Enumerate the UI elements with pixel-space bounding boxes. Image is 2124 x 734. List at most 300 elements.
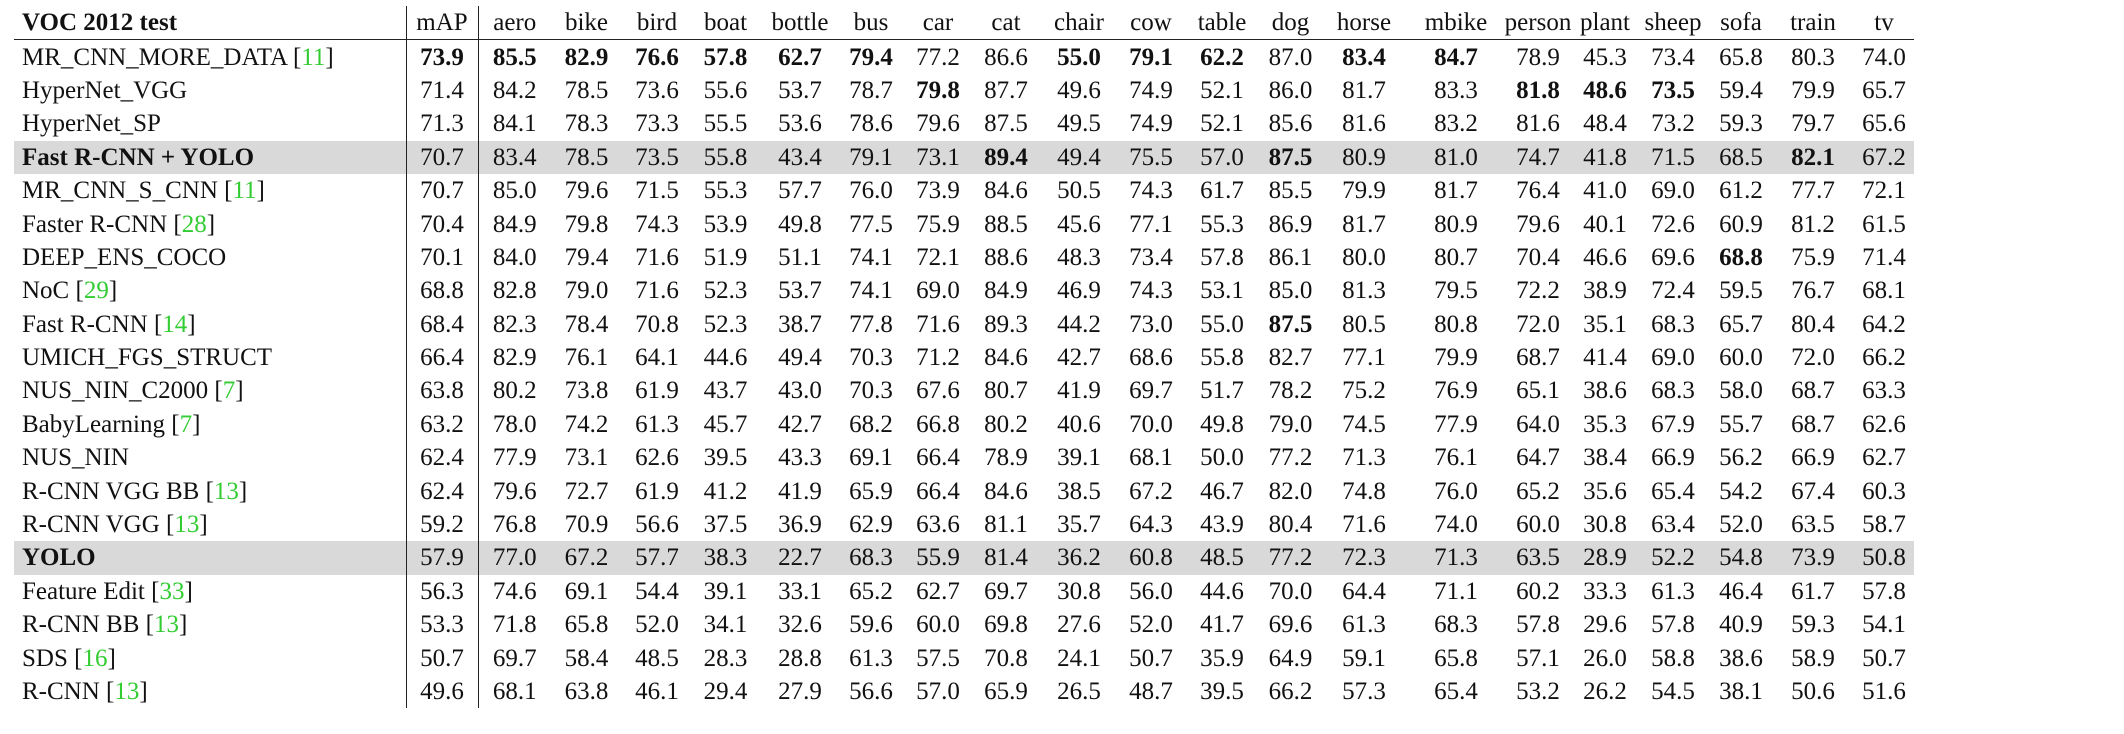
value-cell-map: 71.4 bbox=[406, 74, 478, 107]
value-cell-sheep: 57.8 bbox=[1651, 611, 1695, 639]
value-cell-chair: 50.5 bbox=[1057, 177, 1101, 205]
value-cell-cat: 89.4 bbox=[975, 141, 1037, 174]
value-cell-sheep: 61.3 bbox=[1651, 577, 1695, 605]
method-name: R-CNN VGG bbox=[22, 511, 160, 539]
value-cell-aero: 84.1 bbox=[492, 110, 537, 138]
table-row bbox=[14, 441, 1914, 474]
value-cell-tv: 74.0 bbox=[1862, 43, 1906, 71]
citation-bracket: [ bbox=[217, 177, 233, 205]
value-cell-horse: 80.5 bbox=[1342, 310, 1386, 338]
value-cell-cat: 69.8 bbox=[984, 611, 1028, 639]
value-cell-bird: 62.6 bbox=[635, 444, 679, 472]
value-cell-bottle: 32.6 bbox=[778, 611, 822, 639]
value-cell-table: 62.2 bbox=[1200, 43, 1244, 71]
value-cell-car: 66.4 bbox=[916, 477, 960, 505]
table-row bbox=[14, 675, 1914, 708]
citation-link[interactable]: 11 bbox=[301, 43, 326, 71]
value-cell-train: 80.3 bbox=[1791, 43, 1835, 71]
value-cell-map: 59.2 bbox=[406, 508, 478, 541]
value-cell-horse: 71.3 bbox=[1342, 444, 1386, 472]
value-cell-bus: 79.1 bbox=[841, 141, 901, 174]
value-cell-mbike: 68.3 bbox=[1434, 611, 1478, 639]
value-cell-table: 48.5 bbox=[1181, 541, 1263, 574]
citation-bracket: ] bbox=[139, 678, 148, 705]
value-cell-bus: 68.3 bbox=[841, 541, 901, 574]
method-name: R-CNN VGG BB bbox=[22, 477, 200, 505]
value-cell-bus: 79.4 bbox=[849, 43, 893, 71]
value-cell-horse: 81.7 bbox=[1342, 76, 1386, 104]
value-cell-bird: 64.1 bbox=[635, 344, 679, 372]
method-name-cell bbox=[14, 141, 406, 174]
method-name: MR_CNN_S_CNN bbox=[22, 177, 218, 205]
citation-link[interactable]: 13 bbox=[213, 477, 239, 505]
value-cell-horse: 64.4 bbox=[1342, 577, 1386, 605]
value-cell-mbike: 76.1 bbox=[1434, 444, 1478, 472]
value-cell-mbike: 80.9 bbox=[1434, 210, 1478, 238]
value-cell-tv: 50.8 bbox=[1854, 541, 1914, 574]
value-cell-cat: 81.4 bbox=[975, 541, 1037, 574]
value-cell-plant: 26.2 bbox=[1583, 678, 1627, 705]
citation-link[interactable]: 28 bbox=[181, 210, 207, 238]
table-row bbox=[14, 608, 1914, 641]
results-table-container bbox=[14, 6, 1914, 708]
value-cell-train: 50.6 bbox=[1791, 678, 1835, 705]
value-cell-chair: 26.5 bbox=[1057, 678, 1101, 705]
citation-link[interactable]: 13 bbox=[114, 678, 140, 705]
value-cell-tv: 65.7 bbox=[1862, 76, 1906, 104]
method-name-cell bbox=[14, 174, 406, 207]
value-cell-bike: 58.4 bbox=[564, 644, 609, 672]
method-name-cell bbox=[14, 474, 406, 507]
value-cell-cow: 52.0 bbox=[1129, 611, 1173, 639]
citation-bracket: ] bbox=[256, 177, 265, 205]
value-cell-tv: 57.8 bbox=[1862, 577, 1906, 605]
value-cell-mbike: 74.0 bbox=[1434, 511, 1478, 539]
value-cell-cow: 74.9 bbox=[1129, 76, 1173, 104]
value-cell-person: 65.2 bbox=[1516, 477, 1560, 505]
value-cell-cat: 70.8 bbox=[984, 644, 1028, 672]
citation-link[interactable]: 13 bbox=[174, 511, 200, 539]
value-cell-person: 81.8 bbox=[1516, 76, 1560, 104]
citation-link[interactable]: 33 bbox=[159, 577, 185, 605]
value-cell-mbike: 83.3 bbox=[1434, 76, 1478, 104]
value-cell-cow: 48.7 bbox=[1129, 678, 1173, 705]
value-cell-cat: 84.6 bbox=[984, 344, 1028, 372]
citation-link[interactable]: 13 bbox=[153, 611, 179, 639]
citation-bracket: ] bbox=[199, 511, 208, 539]
citation-link[interactable]: 11 bbox=[232, 177, 257, 205]
value-cell-bird: 46.1 bbox=[635, 678, 679, 705]
value-cell-bottle: 42.7 bbox=[778, 410, 822, 438]
value-cell-bike: 67.2 bbox=[551, 541, 622, 574]
value-cell-boat: 37.5 bbox=[703, 511, 748, 539]
column-header-person: person bbox=[1502, 6, 1574, 40]
value-cell-boat: 55.3 bbox=[703, 177, 748, 205]
table-row bbox=[14, 141, 1914, 174]
value-cell-sofa: 65.8 bbox=[1719, 43, 1763, 71]
value-cell-tv: 71.4 bbox=[1862, 243, 1906, 271]
value-cell-cat: 80.2 bbox=[984, 410, 1028, 438]
value-cell-aero: 83.4 bbox=[478, 141, 551, 174]
value-cell-bottle: 22.7 bbox=[759, 541, 841, 574]
citation-bracket: [ bbox=[69, 277, 84, 305]
value-cell-bus: 65.2 bbox=[849, 577, 893, 605]
value-cell-bottle: 57.7 bbox=[778, 177, 822, 205]
value-cell-mbike: 76.9 bbox=[1434, 377, 1478, 405]
value-cell-cat: 81.1 bbox=[984, 511, 1028, 539]
value-cell-cat: 86.6 bbox=[984, 43, 1028, 71]
citation-link[interactable]: 7 bbox=[222, 377, 236, 405]
value-cell-car: 69.0 bbox=[916, 277, 960, 305]
table-corner-label: VOC 2012 test bbox=[14, 6, 406, 40]
value-cell-car: 55.9 bbox=[901, 541, 975, 574]
value-cell-aero: 78.0 bbox=[492, 410, 537, 438]
value-cell-chair: 40.6 bbox=[1057, 410, 1101, 438]
value-cell-dog: 82.7 bbox=[1268, 344, 1313, 372]
value-cell-sofa: 46.4 bbox=[1719, 577, 1763, 605]
value-cell-mbike: 71.3 bbox=[1410, 541, 1502, 574]
value-cell-bird: 61.9 bbox=[635, 377, 679, 405]
value-cell-dog: 87.5 bbox=[1263, 141, 1318, 174]
value-cell-car: 67.6 bbox=[916, 377, 960, 405]
value-cell-cow: 69.7 bbox=[1129, 377, 1173, 405]
value-cell-chair: 49.4 bbox=[1037, 141, 1121, 174]
value-cell-plant: 48.4 bbox=[1583, 110, 1627, 138]
value-cell-mbike: 80.8 bbox=[1434, 310, 1478, 338]
value-cell-person: 57.1 bbox=[1516, 644, 1560, 672]
column-header-chair: chair bbox=[1037, 6, 1121, 40]
value-cell-sheep: 66.9 bbox=[1651, 444, 1695, 472]
value-cell-table: 51.7 bbox=[1200, 377, 1244, 405]
value-cell-horse: 77.1 bbox=[1342, 344, 1386, 372]
value-cell-dog: 69.6 bbox=[1268, 611, 1313, 639]
column-header-bird: bird bbox=[622, 6, 692, 40]
value-cell-cow: 68.6 bbox=[1129, 344, 1173, 372]
citation-bracket: ] bbox=[108, 277, 118, 305]
value-cell-table: 55.8 bbox=[1200, 344, 1244, 372]
citation-link[interactable]: 7 bbox=[179, 410, 193, 438]
value-cell-bird: 71.6 bbox=[635, 243, 679, 271]
value-cell-horse: 74.8 bbox=[1342, 477, 1386, 505]
value-cell-car: 66.8 bbox=[916, 410, 960, 438]
column-header-table: table bbox=[1181, 6, 1263, 40]
value-cell-aero: 74.6 bbox=[492, 577, 537, 605]
column-header-plant: plant bbox=[1574, 6, 1636, 40]
value-cell-bird: 73.3 bbox=[635, 110, 679, 138]
value-cell-bottle: 62.7 bbox=[778, 43, 822, 71]
value-cell-bus: 56.6 bbox=[849, 678, 893, 705]
value-cell-sofa: 55.7 bbox=[1719, 410, 1763, 438]
value-cell-sofa: 38.1 bbox=[1719, 678, 1763, 705]
value-cell-horse: 79.9 bbox=[1342, 177, 1386, 205]
value-cell-plant: 29.6 bbox=[1583, 611, 1627, 639]
value-cell-map: 57.9 bbox=[406, 541, 478, 574]
value-cell-table: 61.7 bbox=[1200, 177, 1244, 205]
value-cell-chair: 41.9 bbox=[1057, 377, 1101, 405]
value-cell-plant: 41.8 bbox=[1574, 141, 1636, 174]
method-name: Feature Edit bbox=[22, 577, 145, 605]
value-cell-chair: 42.7 bbox=[1057, 344, 1101, 372]
value-cell-cat: 87.5 bbox=[984, 110, 1028, 138]
citation-link[interactable]: 14 bbox=[162, 310, 188, 338]
value-cell-train: 66.9 bbox=[1791, 444, 1835, 472]
value-cell-plant: 41.0 bbox=[1583, 177, 1627, 205]
value-cell-train: 59.3 bbox=[1791, 611, 1835, 639]
method-name-cell bbox=[14, 575, 406, 608]
value-cell-horse: 81.3 bbox=[1342, 277, 1386, 305]
table-row bbox=[14, 274, 1914, 307]
value-cell-sofa: 59.3 bbox=[1719, 110, 1763, 138]
value-cell-sofa: 52.0 bbox=[1719, 511, 1763, 539]
value-cell-plant: 45.3 bbox=[1583, 43, 1627, 71]
method-name: BabyLearning bbox=[22, 410, 166, 438]
value-cell-person: 81.6 bbox=[1516, 110, 1560, 138]
value-cell-cow: 68.1 bbox=[1129, 444, 1173, 472]
value-cell-sheep: 68.3 bbox=[1651, 310, 1695, 338]
method-name: Faster R-CNN bbox=[22, 210, 168, 238]
column-header-tv: tv bbox=[1854, 6, 1914, 40]
column-header-car: car bbox=[901, 6, 975, 40]
citation-link[interactable]: 29 bbox=[83, 277, 109, 305]
method-name-cell bbox=[14, 40, 406, 74]
value-cell-dog: 86.1 bbox=[1268, 243, 1313, 271]
method-name-cell bbox=[14, 675, 406, 708]
value-cell-plant: 28.9 bbox=[1574, 541, 1636, 574]
value-cell-sofa: 59.5 bbox=[1719, 277, 1763, 305]
value-cell-tv: 60.3 bbox=[1862, 477, 1906, 505]
value-cell-bus: 76.0 bbox=[849, 177, 893, 205]
citation-bracket: ] bbox=[107, 644, 116, 672]
value-cell-tv: 63.3 bbox=[1862, 377, 1906, 405]
value-cell-bike: 79.6 bbox=[564, 177, 609, 205]
value-cell-sheep: 73.4 bbox=[1651, 43, 1695, 71]
value-cell-mbike: 79.9 bbox=[1434, 344, 1478, 372]
value-cell-bird: 73.5 bbox=[622, 141, 692, 174]
citation-bracket: ] bbox=[325, 43, 334, 71]
value-cell-sheep: 69.0 bbox=[1651, 344, 1695, 372]
value-cell-bus: 74.1 bbox=[849, 243, 893, 271]
method-name-cell bbox=[14, 341, 406, 374]
value-cell-car: 72.1 bbox=[916, 243, 960, 271]
citation-bracket: [ bbox=[199, 477, 214, 505]
value-cell-bus: 69.1 bbox=[849, 444, 893, 472]
value-cell-sofa: 58.0 bbox=[1719, 377, 1763, 405]
value-cell-cat: 89.3 bbox=[984, 310, 1028, 338]
value-cell-boat: 38.3 bbox=[692, 541, 759, 574]
value-cell-dog: 80.4 bbox=[1268, 511, 1313, 539]
value-cell-car: 57.5 bbox=[916, 644, 960, 672]
value-cell-table: 52.1 bbox=[1200, 110, 1244, 138]
value-cell-mbike: 65.8 bbox=[1434, 644, 1478, 672]
value-cell-table: 57.0 bbox=[1181, 141, 1263, 174]
value-cell-bus: 65.9 bbox=[849, 477, 893, 505]
value-cell-dog: 87.0 bbox=[1268, 43, 1313, 71]
value-cell-aero: 79.6 bbox=[492, 477, 537, 505]
value-cell-bird: 73.6 bbox=[635, 76, 679, 104]
value-cell-bus: 74.1 bbox=[849, 277, 893, 305]
value-cell-map: 63.8 bbox=[406, 374, 478, 407]
value-cell-bird: 54.4 bbox=[635, 577, 679, 605]
value-cell-bottle: 28.8 bbox=[778, 644, 822, 672]
column-header-sheep: sheep bbox=[1636, 6, 1710, 40]
method-name: DEEP_ENS_COCO bbox=[22, 243, 227, 271]
value-cell-train: 63.5 bbox=[1791, 511, 1835, 539]
value-cell-sofa: 56.2 bbox=[1719, 444, 1763, 472]
value-cell-cow: 73.0 bbox=[1129, 310, 1173, 338]
value-cell-map: 49.6 bbox=[406, 675, 478, 708]
method-name-cell bbox=[14, 374, 406, 407]
value-cell-mbike: 71.1 bbox=[1434, 577, 1478, 605]
value-cell-cat: 88.5 bbox=[984, 210, 1028, 238]
value-cell-dog: 77.2 bbox=[1268, 444, 1313, 472]
method-name: SDS bbox=[22, 644, 68, 672]
value-cell-boat: 29.4 bbox=[703, 678, 748, 705]
column-header-horse: horse bbox=[1318, 6, 1410, 40]
value-cell-bike: 79.0 bbox=[564, 277, 609, 305]
value-cell-cow: 77.1 bbox=[1129, 210, 1173, 238]
value-cell-sofa: 54.8 bbox=[1710, 541, 1772, 574]
value-cell-cat: 84.6 bbox=[984, 477, 1028, 505]
voc-2012-results-table bbox=[14, 6, 1914, 708]
value-cell-dog: 66.2 bbox=[1268, 678, 1313, 705]
value-cell-horse: 61.3 bbox=[1342, 611, 1386, 639]
value-cell-cat: 88.6 bbox=[984, 243, 1028, 271]
citation-bracket: [ bbox=[144, 577, 160, 605]
value-cell-chair: 49.6 bbox=[1057, 76, 1101, 104]
value-cell-chair: 45.6 bbox=[1057, 210, 1101, 238]
column-header-bus: bus bbox=[841, 6, 901, 40]
value-cell-sofa: 38.6 bbox=[1719, 644, 1763, 672]
value-cell-cow: 50.7 bbox=[1129, 644, 1173, 672]
citation-bracket: [ bbox=[167, 210, 182, 238]
value-cell-bottle: 49.8 bbox=[778, 210, 822, 238]
column-header-bottle: bottle bbox=[759, 6, 841, 40]
value-cell-person: 79.6 bbox=[1516, 210, 1560, 238]
value-cell-map: 63.2 bbox=[406, 408, 478, 441]
value-cell-table: 35.9 bbox=[1200, 644, 1244, 672]
value-cell-horse: 83.4 bbox=[1342, 43, 1386, 71]
table-row bbox=[14, 408, 1914, 441]
value-cell-bird: 52.0 bbox=[635, 611, 679, 639]
value-cell-map: 56.3 bbox=[406, 575, 478, 608]
value-cell-sofa: 54.2 bbox=[1719, 477, 1763, 505]
value-cell-boat: 55.6 bbox=[703, 76, 748, 104]
table-row bbox=[14, 341, 1914, 374]
value-cell-table: 57.8 bbox=[1200, 243, 1244, 271]
value-cell-boat: 51.9 bbox=[703, 243, 748, 271]
value-cell-train: 67.4 bbox=[1791, 477, 1835, 505]
value-cell-cow: 75.5 bbox=[1121, 141, 1181, 174]
value-cell-sheep: 52.2 bbox=[1636, 541, 1710, 574]
value-cell-bottle: 53.7 bbox=[778, 277, 822, 305]
value-cell-tv: 50.7 bbox=[1862, 644, 1906, 672]
value-cell-sofa: 59.4 bbox=[1719, 76, 1763, 104]
value-cell-dog: 86.0 bbox=[1268, 76, 1313, 104]
value-cell-tv: 67.2 bbox=[1854, 141, 1914, 174]
value-cell-map: 70.7 bbox=[406, 174, 478, 207]
value-cell-cow: 74.3 bbox=[1129, 177, 1173, 205]
value-cell-mbike: 81.0 bbox=[1410, 141, 1502, 174]
method-name: NoC bbox=[22, 277, 70, 305]
value-cell-bottle: 33.1 bbox=[778, 577, 822, 605]
value-cell-plant: 46.6 bbox=[1583, 243, 1627, 271]
value-cell-sheep: 69.0 bbox=[1651, 177, 1695, 205]
citation-bracket: ] bbox=[206, 210, 216, 238]
method-name: HyperNet_VGG bbox=[22, 76, 188, 104]
value-cell-table: 39.5 bbox=[1200, 678, 1244, 705]
method-name: R-CNN bbox=[22, 678, 100, 705]
value-cell-person: 72.0 bbox=[1516, 310, 1560, 338]
value-cell-train: 72.0 bbox=[1791, 344, 1835, 372]
value-cell-bus: 78.6 bbox=[849, 110, 893, 138]
value-cell-bus: 68.2 bbox=[849, 410, 893, 438]
column-header-sofa: sofa bbox=[1710, 6, 1772, 40]
value-cell-boat: 43.7 bbox=[703, 377, 748, 405]
value-cell-tv: 54.1 bbox=[1862, 611, 1906, 639]
value-cell-mbike: 81.7 bbox=[1434, 177, 1478, 205]
value-cell-mbike: 77.9 bbox=[1434, 410, 1478, 438]
value-cell-mbike: 84.7 bbox=[1434, 43, 1478, 71]
value-cell-map: 66.4 bbox=[406, 341, 478, 374]
value-cell-bike: 69.1 bbox=[564, 577, 609, 605]
value-cell-sheep: 54.5 bbox=[1651, 678, 1695, 705]
table-row bbox=[14, 575, 1914, 608]
value-cell-train: 68.7 bbox=[1791, 377, 1835, 405]
value-cell-cow: 64.3 bbox=[1129, 511, 1173, 539]
method-name-cell bbox=[14, 408, 406, 441]
citation-bracket: ] bbox=[192, 410, 201, 438]
value-cell-car: 77.2 bbox=[916, 43, 960, 71]
value-cell-bus: 70.3 bbox=[849, 377, 893, 405]
value-cell-person: 64.0 bbox=[1516, 410, 1560, 438]
value-cell-bike: 70.9 bbox=[564, 511, 609, 539]
value-cell-bike: 78.5 bbox=[551, 141, 622, 174]
value-cell-person: 72.2 bbox=[1516, 277, 1560, 305]
column-header-aero: aero bbox=[478, 6, 551, 40]
value-cell-sofa: 60.9 bbox=[1719, 210, 1763, 238]
value-cell-map: 70.7 bbox=[406, 141, 478, 174]
citation-bracket: [ bbox=[165, 410, 180, 438]
column-header-mbike: mbike bbox=[1410, 6, 1502, 40]
value-cell-bike: 63.8 bbox=[564, 678, 609, 705]
value-cell-aero: 82.8 bbox=[492, 277, 537, 305]
citation-bracket: ] bbox=[178, 611, 188, 639]
value-cell-bottle: 43.3 bbox=[778, 444, 822, 472]
value-cell-sheep: 72.6 bbox=[1651, 210, 1695, 238]
value-cell-person: 74.7 bbox=[1502, 141, 1574, 174]
value-cell-chair: 48.3 bbox=[1057, 243, 1101, 271]
value-cell-sheep: 63.4 bbox=[1651, 511, 1695, 539]
value-cell-aero: 68.1 bbox=[492, 678, 537, 705]
value-cell-cow: 56.0 bbox=[1129, 577, 1173, 605]
method-name-cell bbox=[14, 241, 406, 274]
value-cell-boat: 57.8 bbox=[703, 43, 748, 71]
value-cell-sofa: 60.0 bbox=[1719, 344, 1763, 372]
table-row bbox=[14, 474, 1914, 507]
value-cell-boat: 52.3 bbox=[703, 310, 748, 338]
citation-bracket: [ bbox=[99, 678, 115, 705]
value-cell-aero: 69.7 bbox=[492, 644, 537, 672]
value-cell-cat: 69.7 bbox=[984, 577, 1028, 605]
value-cell-dog: 85.5 bbox=[1268, 177, 1313, 205]
citation-link[interactable]: 16 bbox=[82, 644, 108, 672]
value-cell-cow: 73.4 bbox=[1129, 243, 1173, 271]
value-cell-sheep: 73.2 bbox=[1651, 110, 1695, 138]
method-name-cell bbox=[14, 608, 406, 641]
value-cell-bike: 65.8 bbox=[564, 611, 609, 639]
value-cell-table: 44.6 bbox=[1200, 577, 1244, 605]
value-cell-boat: 34.1 bbox=[703, 611, 748, 639]
